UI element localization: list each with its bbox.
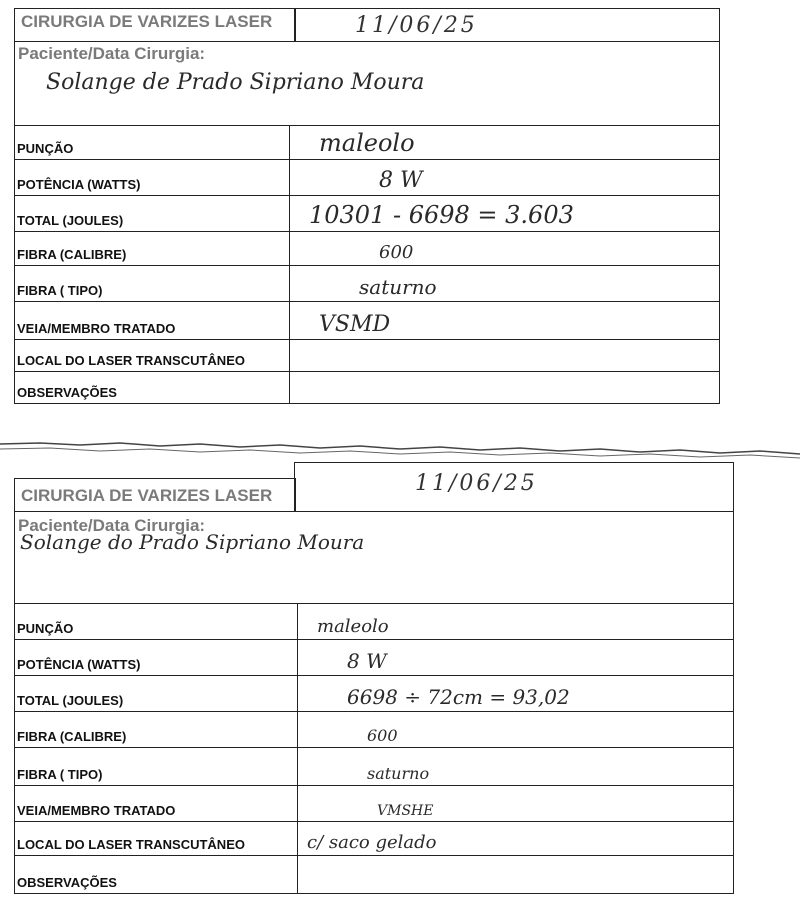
- form-title: CIRURGIA DE VARIZES LASER: [14, 8, 296, 42]
- form-row: [14, 266, 720, 302]
- date-value: 11/06/25: [415, 471, 538, 496]
- form-row: [14, 160, 720, 196]
- column-divider: [297, 640, 298, 675]
- row-label: POTÊNCIA (WATTS): [17, 657, 141, 672]
- row-label: OBSERVAÇÕES: [17, 875, 117, 890]
- form-row: [14, 822, 734, 856]
- surgery-date: [294, 462, 734, 512]
- form-title: CIRURGIA DE VARIZES LASER: [14, 478, 296, 512]
- form-row: [14, 712, 734, 748]
- row-label: FIBRA ( TIPO): [17, 767, 103, 782]
- row-value: VSMD: [319, 312, 391, 337]
- row-label: VEIA/MEMBRO TRATADO: [17, 321, 176, 336]
- row-label: FIBRA (CALIBRE): [17, 729, 127, 744]
- form-row: [14, 748, 734, 786]
- column-divider: [297, 748, 298, 785]
- column-divider: [297, 604, 298, 639]
- row-value: 6698 ÷ 72cm = 93,02: [347, 685, 570, 709]
- patient-label: Paciente/Data Cirurgia:: [18, 516, 206, 535]
- row-label: LOCAL DO LASER TRANSCUTÂNEO: [17, 837, 245, 852]
- row-value: maleolo: [317, 616, 389, 637]
- row-value: 8 W: [379, 168, 423, 193]
- column-divider: [289, 160, 290, 195]
- column-divider: [289, 232, 290, 265]
- form-row: [14, 856, 734, 894]
- row-value: c/ saco gelado: [307, 832, 437, 853]
- patient-name: Solange do Prado Sipriano Moura: [20, 530, 365, 554]
- column-divider: [297, 676, 298, 711]
- form-row: [14, 126, 720, 160]
- form-row: [14, 340, 720, 372]
- row-label: TOTAL (JOULES): [17, 213, 124, 228]
- row-label: TOTAL (JOULES): [17, 693, 124, 708]
- patient-name: Solange de Prado Sipriano Moura: [46, 70, 425, 95]
- column-divider: [297, 712, 298, 747]
- form-row: [14, 196, 720, 232]
- row-label: POTÊNCIA (WATTS): [17, 177, 141, 192]
- column-divider: [297, 856, 298, 893]
- row-value: 600: [367, 726, 398, 745]
- row-label: OBSERVAÇÕES: [17, 385, 117, 400]
- row-value: saturno: [367, 764, 430, 783]
- row-value: VMSHE: [377, 803, 434, 819]
- row-label: LOCAL DO LASER TRANSCUTÂNEO: [17, 353, 245, 368]
- row-label: FIBRA ( TIPO): [17, 283, 103, 298]
- row-value: 10301 - 6698 = 3.603: [309, 201, 574, 229]
- column-divider: [289, 372, 290, 403]
- column-divider: [289, 302, 290, 339]
- form-row: [14, 604, 734, 640]
- row-value: maleolo: [319, 129, 415, 157]
- row-value: saturno: [359, 275, 437, 299]
- row-label: FIBRA (CALIBRE): [17, 247, 127, 262]
- column-divider: [289, 340, 290, 371]
- row-label: VEIA/MEMBRO TRATADO: [17, 803, 176, 818]
- row-value: 600: [379, 242, 414, 263]
- row-label: PUNÇÃO: [17, 621, 74, 636]
- form-row: [14, 640, 734, 676]
- row-label: PUNÇÃO: [17, 141, 74, 156]
- column-divider: [289, 266, 290, 301]
- form-row: [14, 302, 720, 340]
- form-row: [14, 676, 734, 712]
- form-row: [14, 372, 720, 404]
- date-value: 11/06/25: [355, 13, 478, 38]
- patient-label: Paciente/Data Cirurgia:: [18, 44, 206, 63]
- row-value: 8 W: [347, 649, 387, 673]
- form-row: [14, 232, 720, 266]
- form-row: [14, 786, 734, 822]
- column-divider: [289, 196, 290, 231]
- column-divider: [289, 126, 290, 159]
- column-divider: [297, 786, 298, 821]
- surgery-date: [294, 8, 720, 42]
- torn-paper-edge: [0, 438, 800, 460]
- column-divider: [297, 822, 298, 855]
